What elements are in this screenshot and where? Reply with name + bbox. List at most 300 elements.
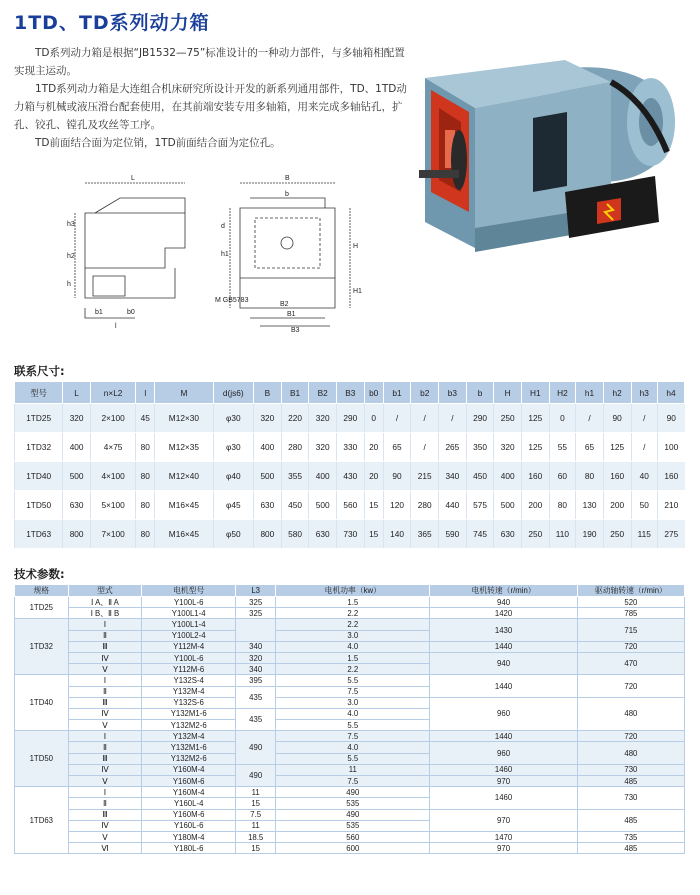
table-cell: 250 [522, 520, 550, 549]
table-cell: 7.5 [276, 731, 430, 742]
column-header: b [466, 382, 494, 404]
table-cell: 160 [522, 462, 550, 491]
table-cell: 490 [236, 731, 276, 765]
table-row [15, 731, 685, 742]
table-cell: 265 [439, 433, 467, 462]
page-title: 1TD、TD系列动力箱 [14, 12, 210, 34]
column-header: 型号 [15, 382, 63, 404]
table-cell: 5×100 [90, 491, 135, 520]
table-cell: 365 [411, 520, 439, 549]
table-cell: 0 [549, 404, 576, 433]
table-row [15, 764, 685, 775]
table-cell: 40 [631, 462, 658, 491]
table-cell: 15 [364, 520, 383, 549]
table-cell: 340 [439, 462, 467, 491]
table-cell: 450 [281, 491, 309, 520]
table-cell: 200 [603, 491, 631, 520]
column-header: B2 [309, 382, 337, 404]
table-row [15, 831, 685, 842]
table-row [15, 491, 685, 520]
table-cell: Ⅳ [68, 652, 142, 663]
table-cell: 1TD63 [15, 520, 63, 549]
table-cell: Y160L-4 [142, 798, 236, 809]
column-header: b0 [364, 382, 383, 404]
table-cell: 1.5 [276, 652, 430, 663]
table-cell: Y180M-4 [142, 831, 236, 842]
column-header: 电机型号 [142, 585, 236, 597]
table-cell: 500 [309, 491, 337, 520]
table-cell: Y112M-4 [142, 641, 236, 652]
table-row [15, 742, 685, 753]
table-cell: 60 [549, 462, 576, 491]
table-cell: 325 [236, 597, 276, 608]
table-cell: 350 [466, 433, 494, 462]
table-cell: 430 [337, 462, 365, 491]
column-header: h1 [576, 382, 604, 404]
table-row [15, 619, 685, 630]
table-cell: M16×45 [155, 491, 213, 520]
table-cell: 7.5 [276, 686, 430, 697]
table-cell: φ50 [213, 520, 254, 549]
table-cell: 435 [236, 686, 276, 708]
table-cell: 490 [276, 787, 430, 798]
drawing-label: h [67, 281, 71, 288]
table-cell: 470 [577, 652, 684, 674]
table-cell: 800 [254, 520, 282, 549]
table-cell: 160 [603, 462, 631, 491]
table-cell: 90 [603, 404, 631, 433]
table-cell: 220 [281, 404, 309, 433]
table-cell: Y132M-4 [142, 686, 236, 697]
table-cell: 3.0 [276, 697, 430, 708]
table-cell: 720 [577, 641, 684, 652]
table-cell: 110 [549, 520, 576, 549]
table-cell: Ⅴ [68, 776, 142, 787]
table-cell: 1430 [430, 619, 577, 641]
column-header: 驱动轴转速（r/min） [577, 585, 684, 597]
table-cell: 11 [236, 787, 276, 798]
table-row [15, 675, 685, 686]
product-photo [415, 42, 685, 270]
drawing-label: b1 [95, 309, 103, 316]
table-cell: Ⅰ [68, 731, 142, 742]
column-header: 型式 [68, 585, 142, 597]
table-cell: 325 [236, 608, 276, 619]
table-cell: 320 [309, 404, 337, 433]
table-cell: 1TD25 [15, 404, 63, 433]
table-cell: 2.2 [276, 619, 430, 630]
drawing-label: M GB5783 [215, 297, 249, 304]
drawing-label: B3 [291, 327, 300, 333]
table-cell: Ⅲ [68, 753, 142, 764]
table-row [15, 809, 685, 820]
table-cell: 45 [136, 404, 155, 433]
table-cell: 7.5 [236, 809, 276, 820]
drawing-label: L [131, 175, 135, 182]
drawing-label: B1 [287, 311, 296, 318]
table-cell: 4.0 [276, 641, 430, 652]
column-header: L [63, 382, 91, 404]
table-cell: 1TD32 [15, 433, 63, 462]
table-cell: 590 [439, 520, 467, 549]
table-cell: 125 [603, 433, 631, 462]
column-header: B1 [281, 382, 309, 404]
table-cell: φ30 [213, 404, 254, 433]
table-cell: 940 [430, 652, 577, 674]
table-cell: 140 [383, 520, 411, 549]
table-cell: 730 [337, 520, 365, 549]
intro-paragraph: 1TD系列动力箱是大连组合机床研究所设计开发的新系列通用部件，TD、1TD动力箱与机械或液压滑台配套使用，在其前端安装专用多轴箱，用来完成多轴钻孔，扩孔、铰孔、镗孔及攻丝等工序。 [14, 83, 407, 131]
table-cell: Ⅰ [68, 787, 142, 798]
table-cell: 720 [577, 731, 684, 742]
table-cell: / [411, 433, 439, 462]
table-cell: 280 [411, 491, 439, 520]
table-cell: 20 [364, 433, 383, 462]
column-header: L3 [236, 585, 276, 597]
table-cell: / [631, 404, 658, 433]
table-cell: 630 [63, 491, 91, 520]
table-cell: 5.5 [276, 753, 430, 764]
table-cell: 4.0 [276, 742, 430, 753]
table-cell: Y160M-4 [142, 764, 236, 775]
table-cell: 1460 [430, 764, 577, 775]
drawing-label: l [115, 323, 117, 330]
table-cell: 720 [577, 675, 684, 697]
table-cell: 4×75 [90, 433, 135, 462]
table-cell: 18.5 [236, 831, 276, 842]
table-cell: 580 [281, 520, 309, 549]
table-cell: Y180L-6 [142, 843, 236, 854]
table-cell: Ⅴ [68, 720, 142, 731]
table-cell: / [411, 404, 439, 433]
table-cell: 330 [337, 433, 365, 462]
column-header: 电机转速（r/min） [430, 585, 577, 597]
table-cell: M12×30 [155, 404, 213, 433]
column-header: H [494, 382, 522, 404]
table-cell: 400 [494, 462, 522, 491]
table-cell: φ30 [213, 433, 254, 462]
table-cell: Ⅰ [68, 619, 142, 630]
table-cell: 490 [276, 809, 430, 820]
table-cell: 4×100 [90, 462, 135, 491]
table-header-row [15, 585, 685, 597]
table-cell: / [383, 404, 411, 433]
table-cell: 480 [577, 742, 684, 764]
table-row [15, 608, 685, 619]
table-cell: Y160M-4 [142, 787, 236, 798]
table-cell: 1.5 [276, 597, 430, 608]
table-cell: 970 [430, 809, 577, 831]
table-cell: 960 [430, 697, 577, 731]
table-cell: 200 [522, 491, 550, 520]
column-header: M [155, 382, 213, 404]
table-cell: 130 [576, 491, 604, 520]
table-cell: 11 [236, 820, 276, 831]
drawing-label: H1 [353, 288, 362, 295]
table-cell: 450 [466, 462, 494, 491]
table-cell: Ⅳ [68, 764, 142, 775]
table-cell: 1440 [430, 675, 577, 697]
table-cell: 80 [136, 520, 155, 549]
table-cell: 960 [430, 742, 577, 764]
table-cell: 50 [631, 491, 658, 520]
table-cell: Ⅴ [68, 831, 142, 842]
table-cell: Ⅴ [68, 664, 142, 675]
column-header: b2 [411, 382, 439, 404]
table-cell: Y100L1-4 [142, 619, 236, 630]
table-cell: 0 [364, 404, 383, 433]
table-cell: / [576, 404, 604, 433]
section-title: 技术参数: [14, 567, 65, 581]
table-row [15, 697, 685, 708]
table-cell: 1TD25 [15, 597, 69, 619]
table-cell: 1TD40 [15, 462, 63, 491]
table-row [15, 433, 685, 462]
tech-param-table [14, 584, 685, 854]
table-cell: Ⅰ B、Ⅱ B [68, 608, 142, 619]
table-cell: 970 [430, 776, 577, 787]
table-cell: 1440 [430, 641, 577, 652]
drawing-label: B [285, 175, 290, 182]
table-cell: 355 [281, 462, 309, 491]
table-row [15, 787, 685, 798]
table-cell: Ⅱ [68, 686, 142, 697]
table-cell: 575 [466, 491, 494, 520]
table-cell: 120 [383, 491, 411, 520]
drawing-label: h2 [67, 253, 75, 260]
table-cell: 65 [383, 433, 411, 462]
table-cell: 280 [281, 433, 309, 462]
table-cell: Y100L2-4 [142, 630, 236, 641]
table-cell: 80 [549, 491, 576, 520]
table-row [15, 843, 685, 854]
table-cell: 485 [577, 809, 684, 831]
column-header: B [254, 382, 282, 404]
table-cell: 1TD50 [15, 731, 69, 787]
column-header: B3 [337, 382, 365, 404]
table-cell: 340 [236, 641, 276, 652]
table-cell: 210 [658, 491, 685, 520]
table-cell: 320 [63, 404, 91, 433]
table-cell: 400 [63, 433, 91, 462]
table-cell: Ⅰ [68, 675, 142, 686]
table-cell: Ⅵ [68, 843, 142, 854]
table-cell [236, 619, 276, 641]
table-cell: Ⅰ A、Ⅱ A [68, 597, 142, 608]
table-cell: 440 [439, 491, 467, 520]
table-cell: 290 [337, 404, 365, 433]
drawing-label: b [285, 191, 289, 198]
table-cell: Y132M2-6 [142, 720, 236, 731]
table-row [15, 597, 685, 608]
column-header: l [136, 382, 155, 404]
table-cell: φ40 [213, 462, 254, 491]
table-cell: 485 [577, 843, 684, 854]
intro-paragraph: TD前面结合面为定位销，1TD前面结合面为定位孔。 [35, 137, 281, 149]
table-cell: 715 [577, 619, 684, 641]
drawing-label: b0 [127, 309, 135, 316]
table-cell: 1470 [430, 831, 577, 842]
column-header: h2 [603, 382, 631, 404]
table-cell: Ⅱ [68, 742, 142, 753]
table-cell: 90 [658, 404, 685, 433]
table-cell: 190 [576, 520, 604, 549]
drawing-label: h3 [67, 221, 75, 228]
column-header: h4 [658, 382, 685, 404]
table-cell: 160 [658, 462, 685, 491]
table-cell: / [631, 433, 658, 462]
column-header: d(js6) [213, 382, 254, 404]
table-cell: 340 [236, 664, 276, 675]
table-cell: 7.5 [276, 776, 430, 787]
table-cell: 500 [494, 491, 522, 520]
table-cell: 65 [576, 433, 604, 462]
drawing-label: B2 [280, 301, 289, 308]
table-cell: M16×45 [155, 520, 213, 549]
table-cell: 500 [63, 462, 91, 491]
column-header: 规格 [15, 585, 69, 597]
table-cell: 11 [276, 764, 430, 775]
table-cell: 745 [466, 520, 494, 549]
table-cell: 520 [577, 597, 684, 608]
table-cell: Ⅳ [68, 820, 142, 831]
table-cell: M12×35 [155, 433, 213, 462]
table-cell: Y112M-6 [142, 664, 236, 675]
drawing-label: H [353, 243, 359, 250]
table-cell: 320 [494, 433, 522, 462]
intro-paragraph: TD系列动力箱是根据“JB1532—75”标准设计的一种动力部件，与多轴箱相配置实现主运动。 [14, 47, 405, 77]
table-cell: Ⅲ [68, 697, 142, 708]
table-cell: 15 [236, 843, 276, 854]
table-cell: Ⅲ [68, 641, 142, 652]
drawing-label: h1 [221, 251, 229, 258]
table-cell: Y160M-6 [142, 809, 236, 820]
table-cell: 7×100 [90, 520, 135, 549]
section-title: 联系尺寸: [14, 364, 65, 378]
table-cell: 785 [577, 608, 684, 619]
table-cell: 940 [430, 597, 577, 608]
table-cell: φ45 [213, 491, 254, 520]
table-cell: 730 [577, 764, 684, 775]
table-row [15, 652, 685, 663]
table-cell: 15 [364, 491, 383, 520]
table-cell: 630 [309, 520, 337, 549]
table-cell: 20 [364, 462, 383, 491]
table-cell: 80 [136, 491, 155, 520]
table-cell: 1460 [430, 787, 577, 809]
table-cell: 320 [254, 404, 282, 433]
table-cell: 490 [236, 764, 276, 786]
table-cell: Y160M-6 [142, 776, 236, 787]
table-cell: 560 [276, 831, 430, 842]
table-cell: 560 [337, 491, 365, 520]
table-cell: Y100L1-4 [142, 608, 236, 619]
table-cell: 800 [63, 520, 91, 549]
dimension-drawing [65, 168, 390, 333]
table-cell: 730 [577, 787, 684, 809]
table-cell: 2.2 [276, 664, 430, 675]
table-cell: Ⅱ [68, 798, 142, 809]
table-cell: 535 [276, 820, 430, 831]
table-cell: Y132S-6 [142, 697, 236, 708]
table-cell: 480 [577, 697, 684, 731]
table-cell: 80 [136, 462, 155, 491]
table-cell: 100 [658, 433, 685, 462]
table-cell: 4.0 [276, 708, 430, 719]
table-cell: Ⅱ [68, 630, 142, 641]
table-cell: 1TD50 [15, 491, 63, 520]
column-header: H2 [549, 382, 576, 404]
table-cell: 125 [522, 433, 550, 462]
table-row [15, 404, 685, 433]
table-cell: Y100L-6 [142, 597, 236, 608]
table-cell: Y160L-6 [142, 820, 236, 831]
table-cell: 630 [494, 520, 522, 549]
table-cell: Y132S-4 [142, 675, 236, 686]
table-cell: 55 [549, 433, 576, 462]
column-header: H1 [522, 382, 550, 404]
table-cell: 5.5 [276, 675, 430, 686]
drawing-label: d [221, 223, 225, 230]
table-cell: 215 [411, 462, 439, 491]
table-cell: 435 [236, 708, 276, 730]
table-cell: 400 [254, 433, 282, 462]
table-cell: 80 [136, 433, 155, 462]
table-cell: 535 [276, 798, 430, 809]
dimension-table [14, 381, 685, 549]
table-cell: 320 [236, 652, 276, 663]
table-cell: 115 [631, 520, 658, 549]
table-cell: Y100L-6 [142, 652, 236, 663]
table-cell: 275 [658, 520, 685, 549]
table-cell: Ⅲ [68, 809, 142, 820]
table-cell: Y132M1-6 [142, 742, 236, 753]
table-cell: 125 [522, 404, 550, 433]
table-cell: 90 [383, 462, 411, 491]
table-cell: 250 [603, 520, 631, 549]
table-cell: 1TD40 [15, 675, 69, 731]
table-header-row [15, 382, 685, 404]
table-cell: 735 [577, 831, 684, 842]
column-header: h3 [631, 382, 658, 404]
column-header: 电机功率（kw） [276, 585, 430, 597]
column-header: b1 [383, 382, 411, 404]
table-cell: 400 [309, 462, 337, 491]
table-cell: 600 [276, 843, 430, 854]
table-cell: 1TD32 [15, 619, 69, 675]
table-cell: 630 [254, 491, 282, 520]
table-cell: 395 [236, 675, 276, 686]
table-cell: Y132M-4 [142, 731, 236, 742]
column-header: b3 [439, 382, 467, 404]
table-cell: Y132M1-6 [142, 708, 236, 719]
table-cell: 15 [236, 798, 276, 809]
table-cell: 2×100 [90, 404, 135, 433]
table-cell: M12×40 [155, 462, 213, 491]
table-cell: 2.2 [276, 608, 430, 619]
table-row [15, 520, 685, 549]
table-row [15, 462, 685, 491]
intro-text [14, 44, 408, 152]
table-cell: 1440 [430, 731, 577, 742]
table-cell: 320 [309, 433, 337, 462]
table-cell: 485 [577, 776, 684, 787]
table-cell: 250 [494, 404, 522, 433]
table-cell: 1420 [430, 608, 577, 619]
table-cell: Ⅳ [68, 708, 142, 719]
table-cell: 970 [430, 843, 577, 854]
table-cell: 500 [254, 462, 282, 491]
